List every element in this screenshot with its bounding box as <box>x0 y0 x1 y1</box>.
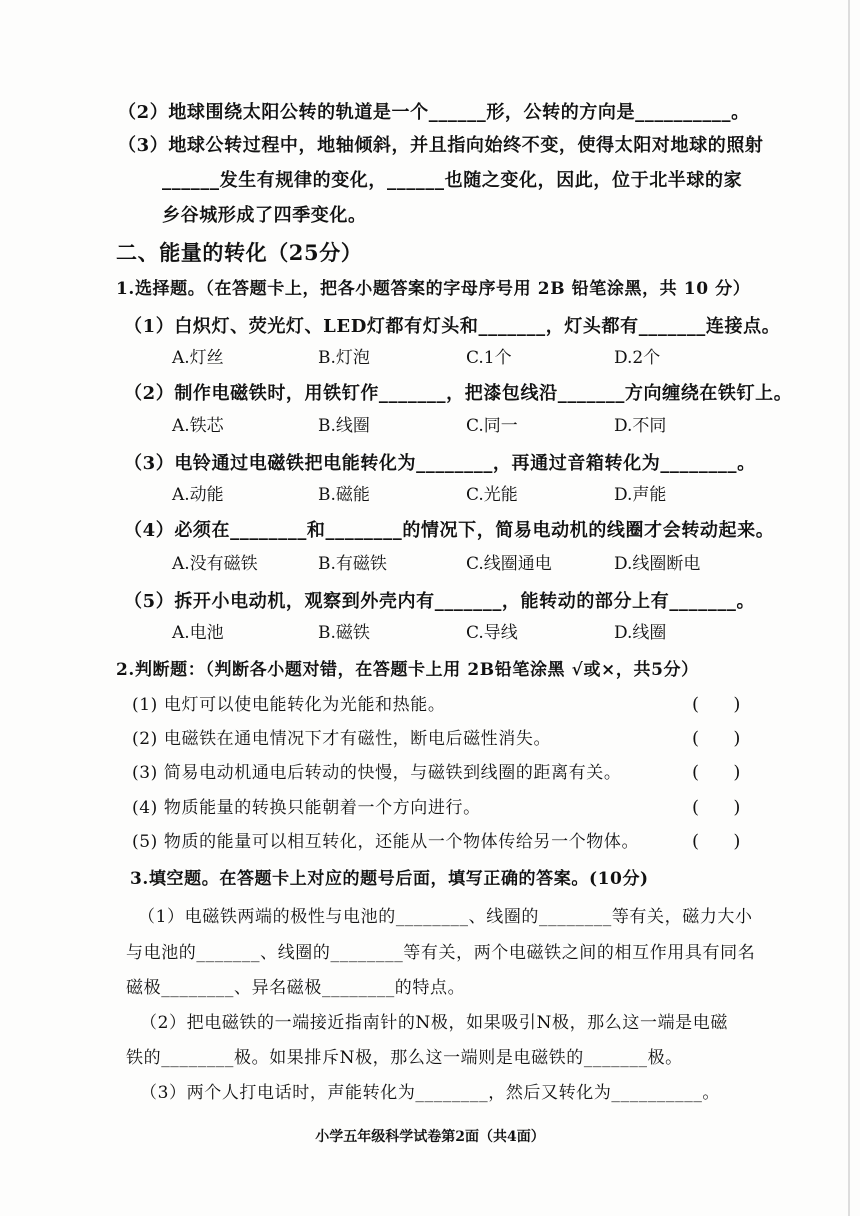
mc-q3-opt-b: B.磁能 <box>318 485 370 505</box>
mc-q1-opt-d: D.2个 <box>614 348 661 368</box>
mc-q2: （2）制作电磁铁时，用铁钉作_______，把漆包线沿_______方向缠绕在铁钉上。 <box>124 383 793 404</box>
mc-q1-opt-c: C.1个 <box>466 348 512 368</box>
scan-edge <box>848 0 850 1216</box>
mc-q4-opt-c: C.线圈通电 <box>466 554 552 574</box>
mc-q5: （5）拆开小电动机，观察到外壳内有_______，能转动的部分上有_______。 <box>124 591 756 612</box>
q2-orbit: （2）地球围绕太阳公转的轨道是一个______形，公转的方向是__________。 <box>118 102 750 123</box>
mc-q1-opt-a: A.灯丝 <box>172 348 224 368</box>
fill-p2-line1: （2）把电磁铁的一端接近指南针的N极，如果吸引N极，那么这一端是电磁 <box>140 1013 728 1033</box>
mc-q5-opt-d: D.线圈 <box>614 623 667 643</box>
page-footer: 小学五年级科学试卷第2面（共4面） <box>315 1129 545 1145</box>
tf-item-2: (2) 电磁铁在通电情况下才有磁性，断电后磁性消失。 <box>132 729 552 749</box>
tf-heading: 2.判断题：（判断各小题对错，在答题卡上用 2B铅笔涂黑 √或×，共5分） <box>116 660 699 680</box>
tf-item-3: (3) 简易电动机通电后转动的快慢，与磁铁到线圈的距离有关。 <box>132 763 622 783</box>
fill-p3: （3）两个人打电话时，声能转化为________，然后又转化为__________。 <box>140 1083 721 1103</box>
mc-q5-opt-b: B.磁铁 <box>318 623 370 643</box>
mc-q4-opt-a: A.没有磁铁 <box>172 554 258 574</box>
tf-item-1: (1) 电灯可以使电能转化为光能和热能。 <box>132 695 446 715</box>
fill-p1-line1: （1）电磁铁两端的极性与电池的________、线圈的________等有关，磁力大小 <box>138 907 753 927</box>
mc-q1: （1）白炽灯、荧光灯、LED灯都有灯头和_______，灯头都有_______连接点。 <box>124 316 781 337</box>
fill-p1-line2: 与电池的_______、线圈的________等有关，两个电磁铁之间的相互作用具有同名 <box>126 943 756 963</box>
tf-item-4: (4) 物质能量的转换只能朝着一个方向进行。 <box>132 798 481 818</box>
fill-p2-line2: 铁的________极。如果排斥N极，那么这一端则是电磁铁的_______极。 <box>126 1048 683 1068</box>
mc-q3-opt-d: D.声能 <box>614 485 667 505</box>
mc-q2-opt-c: C.同一 <box>466 416 518 436</box>
mc-q4-opt-d: D.线圈断电 <box>614 554 701 574</box>
fill-p1-line3: 磁极________、异名磁极________的特点。 <box>126 978 466 998</box>
mc-q3-opt-c: C.光能 <box>466 485 518 505</box>
tf-item-2-paren: ( ) <box>692 728 741 749</box>
mc-q4-opt-b: B.有磁铁 <box>318 554 387 574</box>
tf-item-4-paren: ( ) <box>692 797 741 818</box>
mc-q2-opt-a: A.铁芯 <box>172 416 224 436</box>
mc-heading: 1.选择题。（在答题卡上，把各小题答案的字母序号用 2B 铅笔涂黑，共 10 分） <box>116 279 751 299</box>
q3-line3: 乡谷城形成了四季变化。 <box>162 205 367 226</box>
mc-q1-opt-b: B.灯泡 <box>318 348 370 368</box>
fill-heading: 3.填空题。在答题卡上对应的题号后面，填写正确的答案。(10分) <box>130 869 649 889</box>
tf-item-5-paren: ( ) <box>692 831 741 852</box>
mc-q3-opt-a: A.动能 <box>172 485 224 505</box>
q3-line1: （3）地球公转过程中，地轴倾斜，并且指向始终不变，使得太阳对地球的照射 <box>118 135 764 156</box>
mc-q5-opt-c: C.导线 <box>466 623 518 643</box>
mc-q2-opt-b: B.线圈 <box>318 416 370 436</box>
tf-item-3-paren: ( ) <box>692 762 741 783</box>
section-title: 二、能量的转化（25分） <box>116 240 363 265</box>
tf-item-5: (5) 物质的能量可以相互转化，还能从一个物体传给另一个物体。 <box>132 832 640 852</box>
mc-q5-opt-a: A.电池 <box>172 623 224 643</box>
tf-item-1-paren: ( ) <box>692 694 741 715</box>
mc-q3: （3）电铃通过电磁铁把电能转化为________，再通过音箱转化为________。 <box>124 453 756 474</box>
mc-q4: （4）必须在________和________的情况下，简易电动机的线圈才会转动起来。 <box>124 520 775 541</box>
mc-q2-opt-d: D.不同 <box>614 416 667 436</box>
q3-line2: ______发生有规律的变化，______也随之变化，因此，位于北半球的家 <box>162 170 743 191</box>
